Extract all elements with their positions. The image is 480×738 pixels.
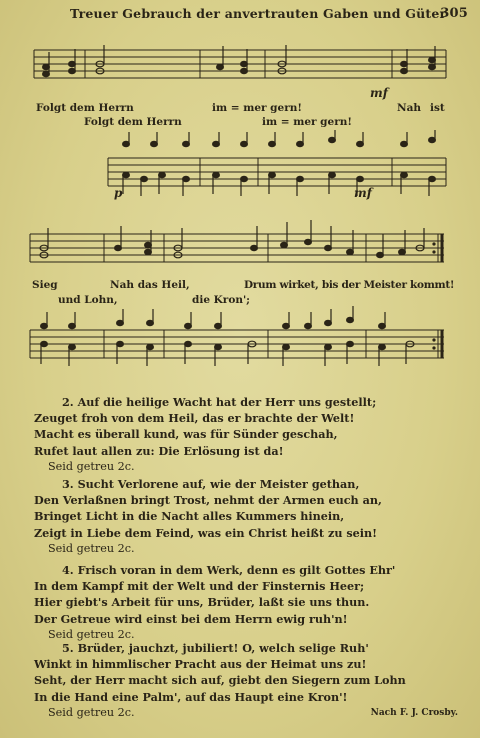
dynamic-mf-3: mf bbox=[354, 186, 372, 200]
staff-system2-upper bbox=[0, 212, 480, 274]
verse-4 bbox=[34, 562, 472, 643]
verse-line: Hier giebt's Arbeit für uns, Brüder, laßt sie uns thun. bbox=[34, 595, 370, 610]
lyric-s1-l2-a: Folgt dem Herrn bbox=[84, 116, 182, 128]
lyric-s1-l1-a: Folgt dem Herrn bbox=[36, 102, 134, 114]
page-number: 305 bbox=[440, 6, 468, 21]
staff-system2-lower bbox=[0, 306, 480, 372]
verse-line: Macht es überall kund, was für Sünder geschah, bbox=[34, 427, 338, 442]
verse-line: In die Hand eine Palm', auf das Haupt eine Kron'! bbox=[34, 689, 348, 704]
verse-line: Bringet Licht in die Nacht alles Kummers hinein, bbox=[34, 509, 345, 524]
verse-line: 5. Brüder, jauchzt, jubiliert! O, welch selige Ruh' bbox=[62, 641, 369, 655]
dynamic-mf-1: mf bbox=[370, 86, 388, 100]
lyric-s2-l1-a: Sieg bbox=[32, 279, 58, 291]
staff-system1-lower bbox=[0, 130, 480, 202]
verse-refrain: Seid getreu 2c. bbox=[48, 459, 135, 473]
lyric-s2-l1-c: Drum wirket, bis der Meister kommt! bbox=[244, 279, 455, 291]
verse-line: Seht, der Herr macht sich auf, giebt den Siegern zum Lohn bbox=[34, 673, 406, 688]
lyric-s2-l2-b: die Kron'; bbox=[192, 294, 251, 306]
lyric-s1-l1-c: Nah bbox=[397, 102, 422, 114]
verse-refrain: Seid getreu 2c. bbox=[48, 705, 135, 719]
verse-line: Der Getreue wird einst bei dem Herrn ewig ruh'n! bbox=[34, 611, 348, 626]
verse-line: Den Verlaßnen bringt Trost, nehmt der Armen euch an, bbox=[34, 493, 382, 508]
verse-line: In dem Kampf mit der Welt und der Finsternis Heer; bbox=[34, 579, 365, 594]
verse-line: Rufet laut allen zu: Die Erlösung ist da! bbox=[34, 443, 284, 458]
verse-3 bbox=[34, 476, 472, 557]
page-header bbox=[70, 6, 470, 26]
verse-line: Zeigt in Liebe dem Feind, was ein Christ heißt zu sein! bbox=[34, 525, 378, 540]
verse-line: Winkt in himmlischer Pracht aus der Heimat uns zu! bbox=[34, 657, 367, 672]
verse-line: Zeuget froh von dem Heil, das er brachte der Welt! bbox=[34, 411, 355, 426]
lyric-s1-l1-d: ist bbox=[430, 102, 445, 114]
lyric-s2-l2-a: und Lohn, bbox=[58, 294, 118, 306]
verse-line: 2. Auf die heilige Wacht hat der Herr uns gestellt; bbox=[62, 395, 377, 409]
verse-refrain: Seid getreu 2c. bbox=[48, 541, 135, 555]
lyric-s1-l2-b: im = mer gern! bbox=[262, 116, 352, 128]
lyric-s1-l1-b: im = mer gern! bbox=[212, 102, 302, 114]
running-title: Treuer Gebrauch der anvertrauten Gaben und Güter bbox=[70, 6, 447, 21]
verse-refrain: Seid getreu 2c. bbox=[48, 627, 135, 641]
lyric-s2-l1-b: Nah das Heil, bbox=[110, 279, 190, 291]
verse-line: 4. Frisch voran in dem Werk, denn es gilt Gottes Ehr' bbox=[62, 563, 396, 577]
staff-system1-upper bbox=[0, 40, 480, 100]
verse-2 bbox=[34, 394, 472, 475]
dynamic-p-2: p bbox=[114, 186, 123, 200]
verse-line: 3. Sucht Verlorene auf, wie der Meister gethan, bbox=[62, 477, 360, 491]
author-credit: Nach F. J. Crosby. bbox=[370, 708, 458, 718]
